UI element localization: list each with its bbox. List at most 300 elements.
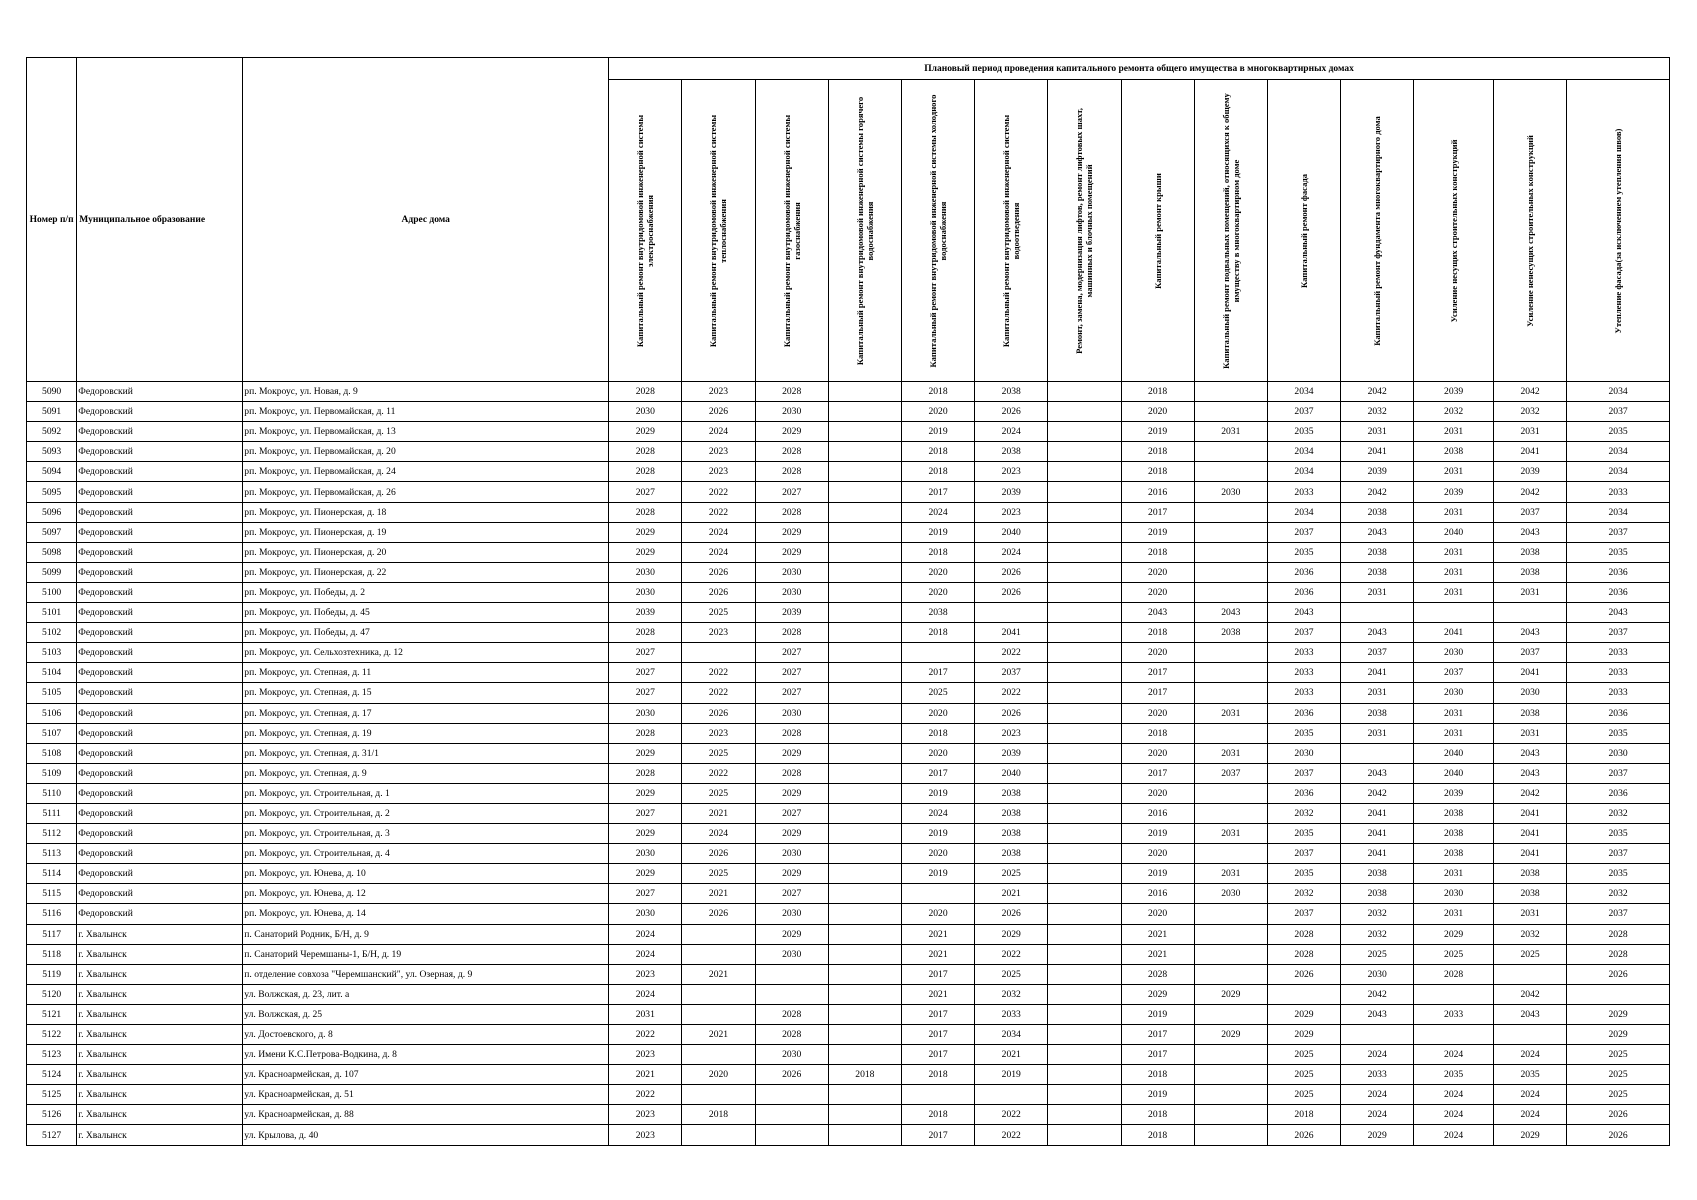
row-year-cell: 2026 — [975, 402, 1048, 422]
row-year-cell: 2018 — [901, 1065, 974, 1085]
row-year-cell: 2041 — [1494, 824, 1567, 844]
row-year-cell: 2021 — [609, 1065, 682, 1085]
row-year-cell: 2029 — [1567, 1025, 1670, 1045]
header-address: Адрес дома — [243, 58, 609, 382]
row-year-cell: 2029 — [1267, 1004, 1340, 1024]
row-year-cell: 2025 — [1267, 1085, 1340, 1105]
row-year-cell: 2038 — [975, 783, 1048, 803]
row-year-cell: 2041 — [1494, 803, 1567, 823]
row-year-cell: 2035 — [1494, 1065, 1567, 1085]
row-year-cell — [1048, 844, 1121, 864]
row-number: 5123 — [27, 1045, 77, 1065]
row-address: ул. Красноармейская, д. 88 — [243, 1105, 609, 1125]
row-year-cell: 2028 — [1414, 964, 1494, 984]
row-number: 5117 — [27, 924, 77, 944]
header-num: Номер п/п — [27, 58, 77, 382]
row-year-cell — [1194, 663, 1267, 683]
row-year-cell — [1048, 1105, 1121, 1125]
row-year-cell — [1194, 924, 1267, 944]
row-year-cell: 2032 — [1341, 402, 1414, 422]
row-year-cell: 2021 — [901, 924, 974, 944]
row-year-cell: 2043 — [1267, 603, 1340, 623]
row-year-cell — [1048, 603, 1121, 623]
row-municipality: г. Хвалынск — [77, 1025, 243, 1045]
row-year-cell: 2028 — [755, 1004, 828, 1024]
row-year-cell: 2040 — [975, 763, 1048, 783]
row-year-cell: 2020 — [1121, 783, 1194, 803]
row-year-cell: 2017 — [901, 1045, 974, 1065]
row-year-cell: 2038 — [975, 803, 1048, 823]
row-municipality: Федоровский — [77, 462, 243, 482]
row-year-cell: 2029 — [755, 864, 828, 884]
row-year-cell: 2022 — [975, 683, 1048, 703]
row-year-cell: 2022 — [975, 643, 1048, 663]
row-year-cell: 2033 — [1267, 663, 1340, 683]
table-row — [27, 1045, 1670, 1065]
header-work-column — [828, 80, 901, 382]
row-year-cell: 2035 — [1267, 723, 1340, 743]
row-year-cell — [755, 984, 828, 1004]
row-year-cell: 2038 — [1341, 703, 1414, 723]
row-year-cell — [1194, 723, 1267, 743]
row-address: рп. Мокроус, ул. Степная, д. 19 — [243, 723, 609, 743]
header-work-label: Усиление ненесущих строительных конструкций — [1525, 134, 1536, 327]
table-row — [27, 944, 1670, 964]
row-year-cell: 2031 — [1414, 864, 1494, 884]
row-year-cell: 2034 — [1567, 502, 1670, 522]
row-year-cell: 2031 — [1194, 743, 1267, 763]
row-year-cell — [1048, 783, 1121, 803]
row-year-cell: 2019 — [1121, 1085, 1194, 1105]
row-year-cell: 2030 — [609, 703, 682, 723]
row-year-cell: 2028 — [755, 723, 828, 743]
row-year-cell — [1048, 944, 1121, 964]
table-row — [27, 783, 1670, 803]
row-year-cell: 2021 — [682, 1025, 755, 1045]
row-year-cell — [828, 723, 901, 743]
table-row — [27, 904, 1670, 924]
row-municipality: г. Хвалынск — [77, 1004, 243, 1024]
row-year-cell: 2019 — [1121, 864, 1194, 884]
row-year-cell — [828, 763, 901, 783]
row-year-cell: 2017 — [1121, 683, 1194, 703]
row-year-cell: 2036 — [1267, 783, 1340, 803]
header-work-label: Капитальный ремонт внутридомовой инженерной системы электроснабжения — [635, 114, 656, 347]
row-year-cell: 2021 — [682, 884, 755, 904]
row-year-cell: 2018 — [901, 542, 974, 562]
header-work-label: Усиление несущих строительных конструкций — [1448, 139, 1459, 322]
row-year-cell — [1194, 542, 1267, 562]
row-year-cell: 2020 — [682, 1065, 755, 1085]
row-year-cell: 2036 — [1567, 703, 1670, 723]
row-year-cell: 2027 — [609, 643, 682, 663]
row-year-cell: 2021 — [975, 1045, 1048, 1065]
row-year-cell: 2039 — [1494, 462, 1567, 482]
row-year-cell: 2040 — [1414, 743, 1494, 763]
row-year-cell: 2035 — [1567, 723, 1670, 743]
row-year-cell: 2032 — [1567, 803, 1670, 823]
row-year-cell: 2021 — [975, 884, 1048, 904]
row-year-cell: 2033 — [1567, 683, 1670, 703]
row-year-cell: 2018 — [1267, 1105, 1340, 1125]
row-year-cell: 2037 — [1567, 522, 1670, 542]
row-year-cell: 2031 — [1194, 422, 1267, 442]
row-number: 5095 — [27, 482, 77, 502]
row-year-cell — [1194, 502, 1267, 522]
row-year-cell: 2027 — [755, 683, 828, 703]
row-year-cell: 2025 — [1494, 944, 1567, 964]
row-year-cell: 2030 — [1414, 683, 1494, 703]
row-year-cell: 2018 — [901, 723, 974, 743]
row-year-cell: 2017 — [1121, 502, 1194, 522]
row-number: 5127 — [27, 1125, 77, 1145]
row-year-cell: 2031 — [1494, 582, 1567, 602]
row-year-cell: 2026 — [1267, 964, 1340, 984]
row-year-cell — [1048, 984, 1121, 1004]
row-year-cell: 2028 — [1567, 924, 1670, 944]
row-year-cell: 2023 — [682, 723, 755, 743]
row-year-cell: 2035 — [1567, 542, 1670, 562]
row-year-cell — [828, 824, 901, 844]
row-year-cell: 2031 — [1414, 562, 1494, 582]
row-municipality: г. Хвалынск — [77, 1065, 243, 1085]
row-year-cell — [828, 1105, 901, 1125]
row-municipality: Федоровский — [77, 864, 243, 884]
row-year-cell: 2026 — [682, 582, 755, 602]
row-year-cell — [1341, 743, 1414, 763]
row-year-cell: 2027 — [755, 884, 828, 904]
row-number: 5090 — [27, 382, 77, 402]
row-year-cell: 2023 — [682, 462, 755, 482]
row-year-cell: 2033 — [1567, 482, 1670, 502]
row-year-cell: 2031 — [1341, 582, 1414, 602]
row-year-cell: 2043 — [1494, 522, 1567, 542]
row-year-cell — [828, 703, 901, 723]
row-year-cell: 2028 — [1267, 924, 1340, 944]
row-year-cell: 2024 — [1414, 1105, 1494, 1125]
row-municipality: Федоровский — [77, 603, 243, 623]
row-number: 5116 — [27, 904, 77, 924]
row-year-cell: 2025 — [1267, 1045, 1340, 1065]
row-year-cell: 2028 — [755, 763, 828, 783]
row-municipality: Федоровский — [77, 562, 243, 582]
row-year-cell: 2018 — [901, 442, 974, 462]
row-year-cell — [1194, 944, 1267, 964]
row-year-cell: 2018 — [901, 623, 974, 643]
row-year-cell: 2040 — [1414, 763, 1494, 783]
row-year-cell — [828, 944, 901, 964]
row-year-cell: 2024 — [1414, 1085, 1494, 1105]
row-year-cell — [828, 1004, 901, 1024]
row-year-cell: 2023 — [609, 1105, 682, 1125]
row-year-cell: 2021 — [682, 803, 755, 823]
row-year-cell — [1048, 1125, 1121, 1145]
row-year-cell: 2031 — [1414, 542, 1494, 562]
table-row — [27, 1085, 1670, 1105]
row-year-cell: 2018 — [901, 1105, 974, 1125]
row-number: 5121 — [27, 1004, 77, 1024]
header-work-column — [1194, 80, 1267, 382]
row-year-cell: 2020 — [1121, 743, 1194, 763]
table-row — [27, 924, 1670, 944]
row-year-cell: 2028 — [755, 462, 828, 482]
row-year-cell — [1194, 683, 1267, 703]
row-year-cell: 2028 — [755, 623, 828, 643]
row-year-cell — [828, 1025, 901, 1045]
row-year-cell: 2017 — [901, 763, 974, 783]
row-municipality: Федоровский — [77, 683, 243, 703]
row-year-cell: 2026 — [682, 402, 755, 422]
row-year-cell: 2031 — [1494, 723, 1567, 743]
row-year-cell: 2026 — [682, 904, 755, 924]
row-year-cell: 2028 — [1121, 964, 1194, 984]
table-row — [27, 844, 1670, 864]
row-year-cell: 2043 — [1121, 603, 1194, 623]
row-year-cell: 2031 — [1414, 422, 1494, 442]
row-address: ул. Достоевского, д. 8 — [243, 1025, 609, 1045]
row-year-cell — [828, 683, 901, 703]
row-year-cell — [1194, 1004, 1267, 1024]
row-year-cell: 2037 — [1567, 623, 1670, 643]
row-year-cell: 2030 — [755, 402, 828, 422]
row-year-cell — [1048, 964, 1121, 984]
header-work-label: Капитальный ремонт фундамента многоквартирного дома — [1372, 115, 1383, 346]
row-municipality: Федоровский — [77, 844, 243, 864]
row-year-cell: 2024 — [1494, 1045, 1567, 1065]
row-year-cell: 2022 — [682, 502, 755, 522]
table-row — [27, 884, 1670, 904]
row-year-cell: 2028 — [609, 623, 682, 643]
table-row — [27, 824, 1670, 844]
row-year-cell: 2030 — [755, 562, 828, 582]
row-year-cell: 2021 — [1121, 944, 1194, 964]
row-year-cell: 2029 — [609, 522, 682, 542]
row-year-cell — [828, 522, 901, 542]
row-year-cell: 2038 — [1341, 884, 1414, 904]
row-year-cell: 2027 — [609, 663, 682, 683]
row-address: рп. Мокроус, ул. Новая, д. 9 — [243, 382, 609, 402]
row-municipality: Федоровский — [77, 402, 243, 422]
row-year-cell — [1494, 603, 1567, 623]
row-year-cell — [975, 603, 1048, 623]
row-year-cell: 2043 — [1341, 1004, 1414, 1024]
row-year-cell: 2032 — [1341, 904, 1414, 924]
row-year-cell: 2018 — [1121, 442, 1194, 462]
row-year-cell: 2026 — [755, 1065, 828, 1085]
row-year-cell: 2017 — [901, 1125, 974, 1145]
row-year-cell: 2036 — [1267, 562, 1340, 582]
row-year-cell: 2024 — [1414, 1045, 1494, 1065]
row-year-cell: 2023 — [975, 723, 1048, 743]
row-year-cell: 2042 — [1494, 382, 1567, 402]
row-year-cell: 2025 — [1341, 944, 1414, 964]
header-work-column — [975, 80, 1048, 382]
table-row — [27, 1025, 1670, 1045]
row-year-cell: 2019 — [1121, 824, 1194, 844]
header-municipality: Муниципальное образование — [77, 58, 243, 382]
row-year-cell: 2038 — [1494, 542, 1567, 562]
row-year-cell: 2020 — [1121, 402, 1194, 422]
row-municipality: Федоровский — [77, 382, 243, 402]
header-work-column — [1121, 80, 1194, 382]
row-number: 5094 — [27, 462, 77, 482]
row-year-cell: 2031 — [1194, 864, 1267, 884]
header-work-column — [901, 80, 974, 382]
table-row — [27, 663, 1670, 683]
row-year-cell — [1048, 743, 1121, 763]
row-year-cell: 2038 — [1494, 562, 1567, 582]
row-year-cell: 2030 — [1341, 964, 1414, 984]
row-year-cell: 2032 — [1341, 924, 1414, 944]
row-year-cell: 2029 — [755, 783, 828, 803]
row-year-cell: 2030 — [755, 944, 828, 964]
row-year-cell: 2022 — [975, 1125, 1048, 1145]
row-year-cell — [1267, 984, 1340, 1004]
row-number: 5105 — [27, 683, 77, 703]
row-year-cell: 2029 — [609, 824, 682, 844]
row-year-cell: 2017 — [1121, 1045, 1194, 1065]
table-row — [27, 422, 1670, 442]
row-address: рп. Мокроус, ул. Строительная, д. 4 — [243, 844, 609, 864]
row-year-cell: 2022 — [682, 482, 755, 502]
row-year-cell — [828, 382, 901, 402]
row-year-cell: 2037 — [1494, 643, 1567, 663]
row-year-cell — [828, 422, 901, 442]
row-year-cell: 2024 — [1341, 1105, 1414, 1125]
row-year-cell: 2038 — [1414, 803, 1494, 823]
row-year-cell: 2029 — [1494, 1125, 1567, 1145]
row-year-cell: 2019 — [901, 783, 974, 803]
row-year-cell: 2037 — [1267, 402, 1340, 422]
row-municipality: Федоровский — [77, 904, 243, 924]
header-work-label: Ремонт, замена, модернизация лифтов, ремонт лифтовых шахт, машинных и блочных помещений — [1074, 107, 1095, 354]
row-year-cell: 2016 — [1121, 884, 1194, 904]
row-year-cell: 2025 — [1567, 1045, 1670, 1065]
row-year-cell: 2017 — [1121, 763, 1194, 783]
table-row — [27, 402, 1670, 422]
row-year-cell: 2020 — [901, 402, 974, 422]
row-year-cell: 2037 — [1341, 643, 1414, 663]
row-year-cell: 2026 — [1267, 1125, 1340, 1145]
row-year-cell — [1414, 1025, 1494, 1045]
row-year-cell — [828, 984, 901, 1004]
row-municipality: г. Хвалынск — [77, 1105, 243, 1125]
row-year-cell: 2033 — [1414, 1004, 1494, 1024]
row-year-cell: 2018 — [1121, 1065, 1194, 1085]
row-year-cell: 2038 — [1341, 864, 1414, 884]
row-year-cell — [1194, 803, 1267, 823]
row-address: рп. Мокроус, ул. Юнева, д. 14 — [243, 904, 609, 924]
row-number: 5112 — [27, 824, 77, 844]
row-year-cell: 2018 — [1121, 623, 1194, 643]
row-year-cell: 2026 — [975, 582, 1048, 602]
row-year-cell: 2037 — [1567, 904, 1670, 924]
row-year-cell — [1048, 703, 1121, 723]
row-year-cell: 2029 — [755, 522, 828, 542]
row-year-cell — [682, 1085, 755, 1105]
row-year-cell — [1048, 1045, 1121, 1065]
row-year-cell: 2039 — [1414, 783, 1494, 803]
row-year-cell: 2031 — [1414, 723, 1494, 743]
row-address: рп. Мокроус, ул. Пионерская, д. 20 — [243, 542, 609, 562]
row-year-cell: 2029 — [755, 824, 828, 844]
row-year-cell: 2028 — [609, 723, 682, 743]
row-year-cell: 2025 — [682, 603, 755, 623]
row-year-cell — [1341, 1025, 1414, 1045]
table-row — [27, 623, 1670, 643]
row-municipality: Федоровский — [77, 723, 243, 743]
row-year-cell — [1048, 723, 1121, 743]
row-year-cell — [682, 1045, 755, 1065]
row-year-cell: 2027 — [609, 884, 682, 904]
row-year-cell: 2027 — [609, 803, 682, 823]
row-year-cell — [828, 542, 901, 562]
table-row — [27, 643, 1670, 663]
row-number: 5104 — [27, 663, 77, 683]
row-municipality: Федоровский — [77, 522, 243, 542]
row-address: рп. Мокроус, ул. Первомайская, д. 20 — [243, 442, 609, 462]
table-row — [27, 502, 1670, 522]
row-year-cell: 2030 — [755, 703, 828, 723]
row-year-cell: 2028 — [609, 763, 682, 783]
row-year-cell: 2043 — [1567, 603, 1670, 623]
row-year-cell — [1048, 562, 1121, 582]
row-year-cell: 2029 — [1414, 924, 1494, 944]
row-year-cell: 2022 — [975, 1105, 1048, 1125]
row-municipality: г. Хвалынск — [77, 1045, 243, 1065]
row-year-cell: 2020 — [1121, 904, 1194, 924]
row-municipality: Федоровский — [77, 442, 243, 462]
row-year-cell — [1194, 1085, 1267, 1105]
row-year-cell: 2020 — [901, 582, 974, 602]
row-municipality: г. Хвалынск — [77, 1085, 243, 1105]
row-year-cell: 2043 — [1341, 623, 1414, 643]
row-address: рп. Мокроус, ул. Степная, д. 15 — [243, 683, 609, 703]
row-year-cell: 2033 — [1267, 482, 1340, 502]
row-number: 5118 — [27, 944, 77, 964]
row-year-cell: 2037 — [1567, 763, 1670, 783]
row-year-cell: 2020 — [901, 562, 974, 582]
row-year-cell — [1194, 562, 1267, 582]
row-municipality: г. Хвалынск — [77, 964, 243, 984]
row-municipality: Федоровский — [77, 623, 243, 643]
row-year-cell: 2025 — [975, 864, 1048, 884]
row-year-cell: 2020 — [901, 703, 974, 723]
row-year-cell: 2023 — [682, 623, 755, 643]
table-row — [27, 803, 1670, 823]
row-year-cell: 2038 — [975, 382, 1048, 402]
row-year-cell — [755, 1105, 828, 1125]
table-row — [27, 1125, 1670, 1145]
row-number: 5098 — [27, 542, 77, 562]
row-address: ул. Красноармейская, д. 107 — [243, 1065, 609, 1085]
row-year-cell: 2027 — [755, 803, 828, 823]
row-number: 5110 — [27, 783, 77, 803]
row-year-cell: 2030 — [755, 844, 828, 864]
table-row — [27, 603, 1670, 623]
row-year-cell — [828, 1125, 901, 1145]
row-municipality: г. Хвалынск — [77, 1125, 243, 1145]
row-year-cell — [1048, 924, 1121, 944]
row-year-cell — [828, 884, 901, 904]
row-year-cell: 2024 — [1341, 1085, 1414, 1105]
row-year-cell: 2037 — [975, 663, 1048, 683]
row-year-cell: 2030 — [755, 904, 828, 924]
row-year-cell: 2027 — [755, 663, 828, 683]
row-municipality: Федоровский — [77, 884, 243, 904]
row-year-cell: 2031 — [1341, 683, 1414, 703]
row-year-cell: 2037 — [1194, 763, 1267, 783]
